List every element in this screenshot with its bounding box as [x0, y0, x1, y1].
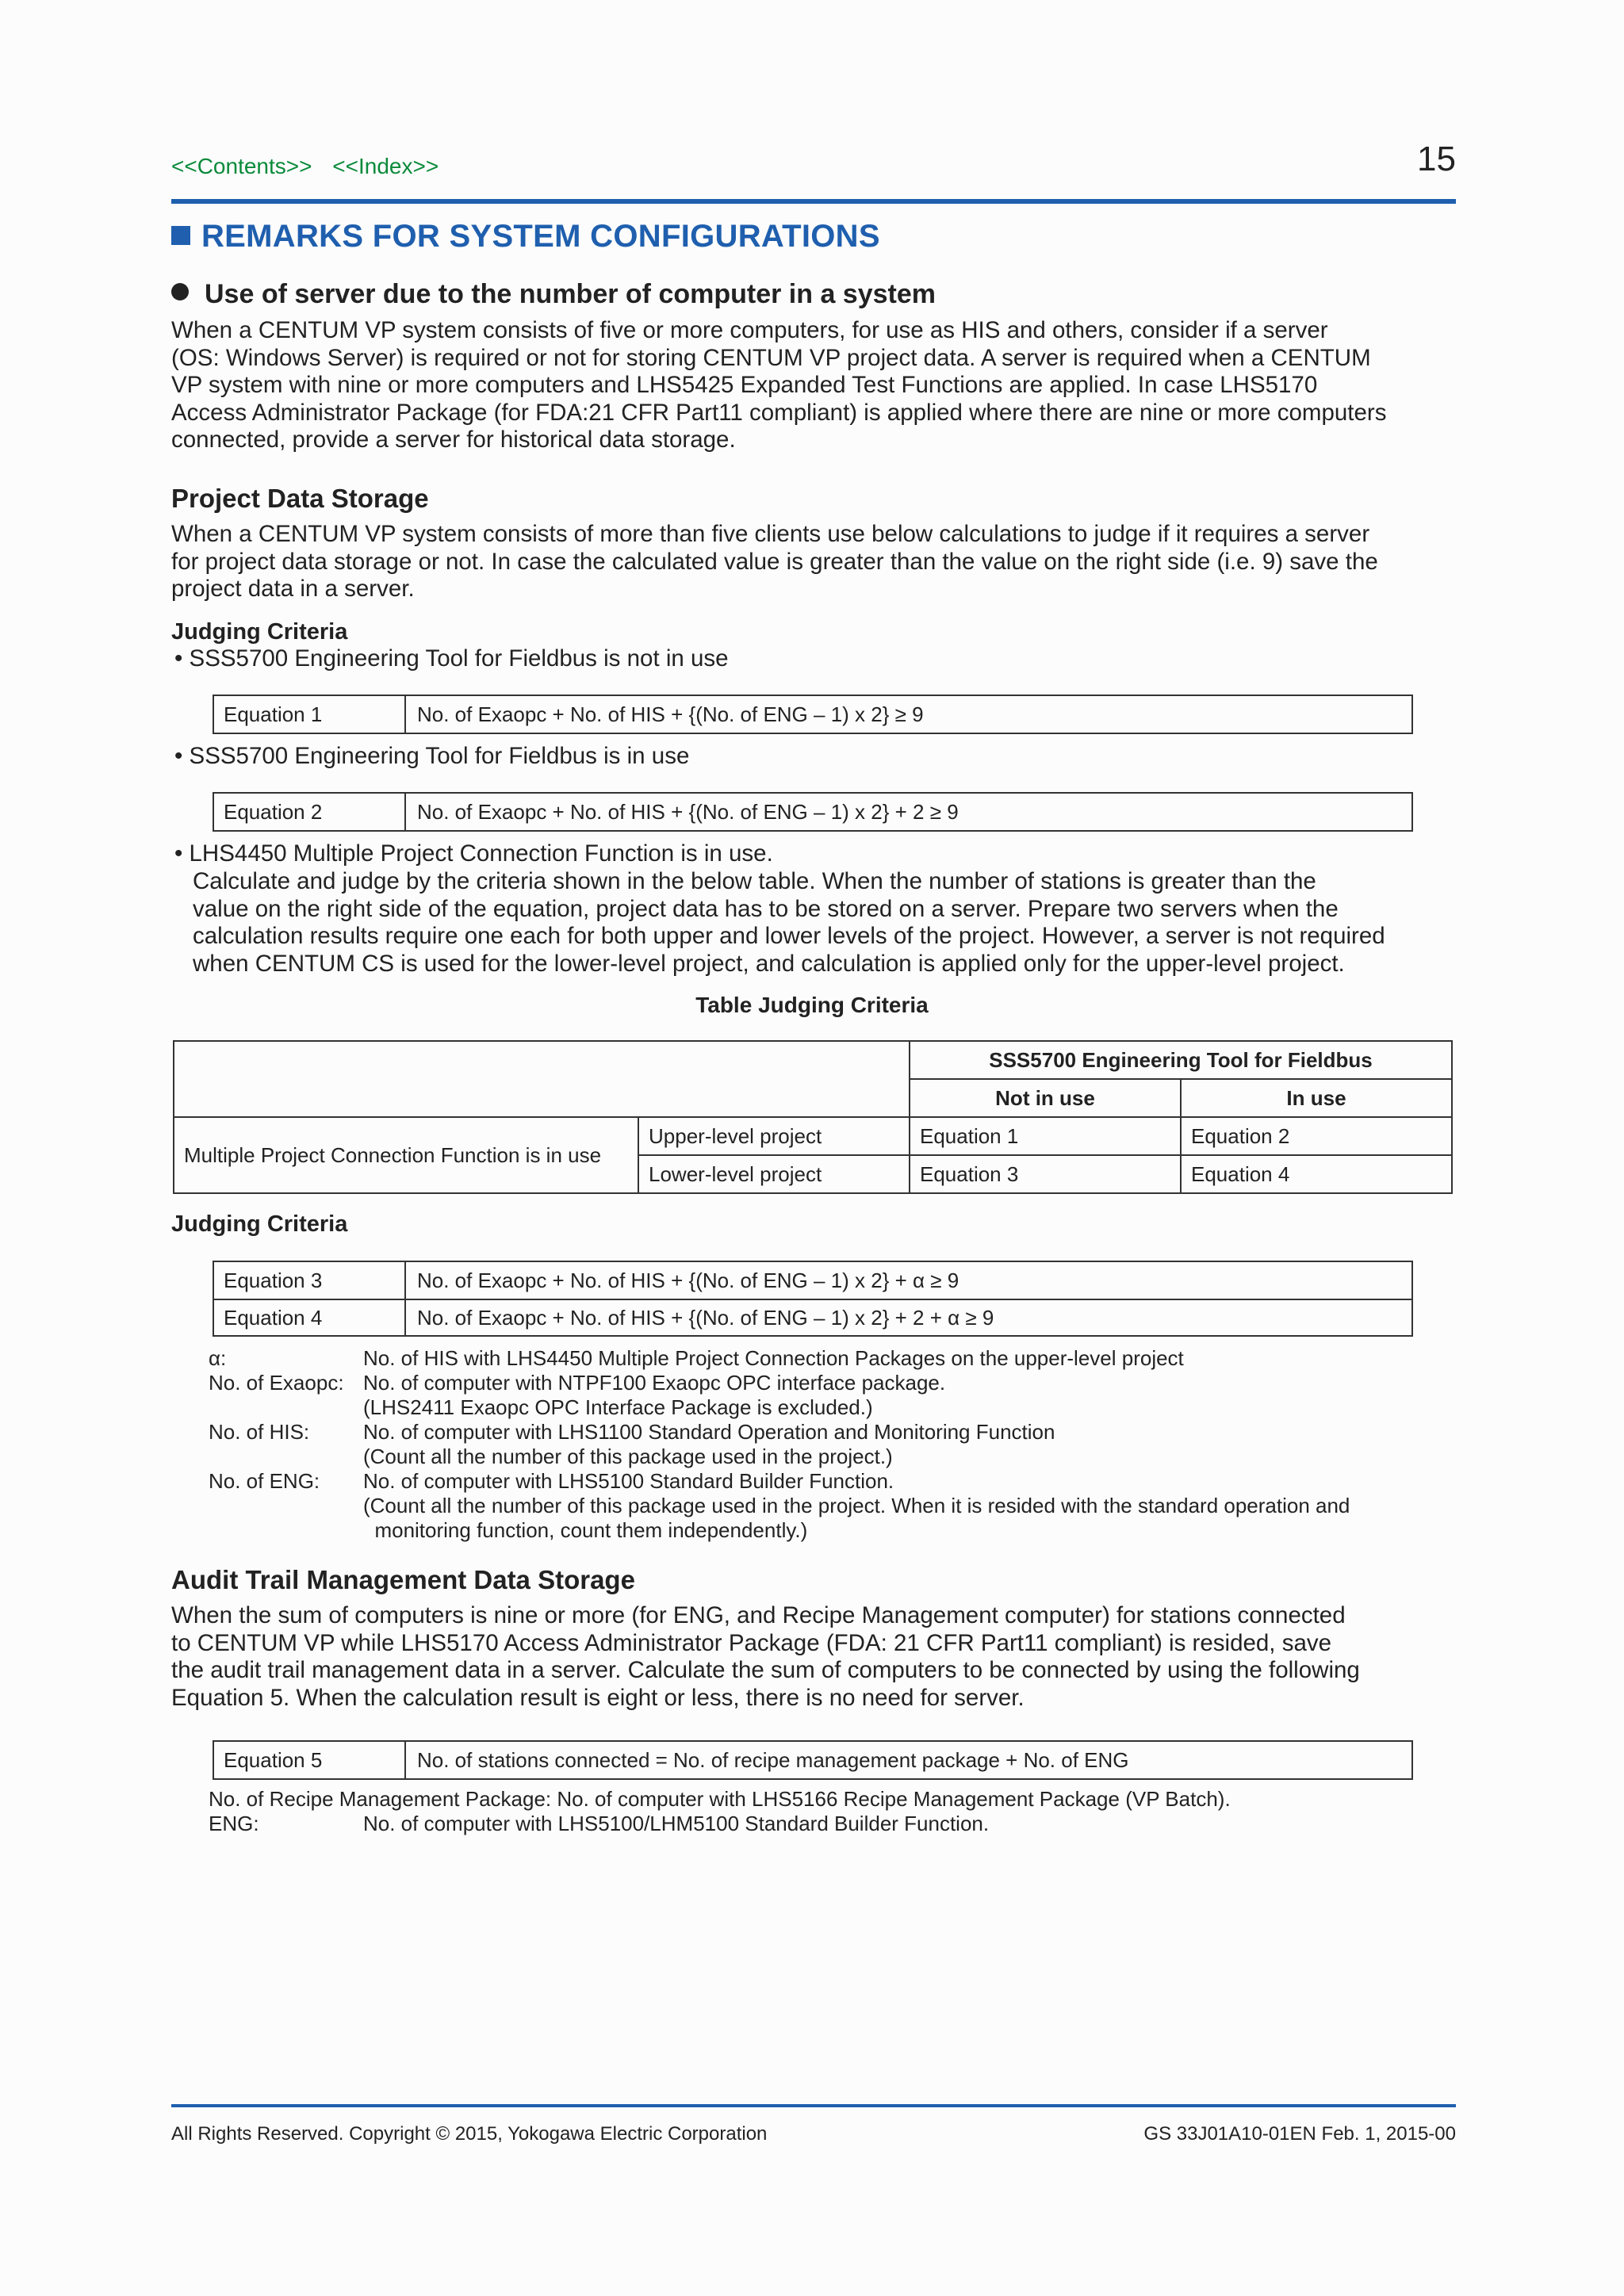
audit-notes	[209, 1787, 1231, 1836]
table-cell: Equation 2	[1181, 1117, 1452, 1155]
def-desc: No. of computer with LHS5100/LHM5100 Standard Builder Function.	[363, 1812, 990, 1835]
footer-copyright: All Rights Reserved. Copyright © 2015, Yokogawa Electric Corporation	[171, 2123, 768, 2145]
lhs4450-paragraph: Calculate and judge by the criteria shown in the below table. When the number of stations is greater than the value on the right side of the equation, project data has to be stored on a server. Prepare two servers when the calculation results require one each for both upper and lower levels of the project. However, a server is not required when CENTUM CS is used for the lower-level project, and calculation is applied only for the upper-level project.	[193, 868, 1385, 977]
table-group-header: SSS5700 Engineering Tool for Fieldbus	[910, 1041, 1452, 1079]
equation-5-box	[213, 1740, 1413, 1780]
def-term: α:	[209, 1346, 227, 1370]
equation-label: Equation 1	[214, 696, 406, 733]
def-desc: (Count all the number of this package used in the project. When it is resided with the standard operation and	[363, 1494, 1350, 1517]
header-links	[171, 154, 453, 179]
def-term: ENG:	[209, 1812, 259, 1835]
footer-divider	[171, 2104, 1456, 2107]
equation-2-box	[213, 792, 1413, 832]
def-term: No. of Exaopc:	[209, 1371, 344, 1395]
judging-criteria-table	[173, 1040, 1453, 1194]
server-heading: Use of server due to the number of computer in a system	[171, 279, 936, 310]
def-desc: monitoring function, count them independently.)	[363, 1518, 808, 1542]
equation-label: Equation 5	[214, 1742, 406, 1778]
bullet-lhs4450: • LHS4450 Multiple Project Connection Function is in use.	[174, 840, 773, 867]
footer-doc-id: GS 33J01A10-01EN Feb. 1, 2015-00	[1143, 2123, 1456, 2145]
def-term: No. of ENG:	[209, 1469, 320, 1493]
def-term	[209, 1494, 363, 1518]
table-cell-level: Lower-level project	[638, 1155, 910, 1193]
header-divider	[171, 199, 1456, 204]
table-caption: Table Judging Criteria	[695, 993, 929, 1017]
page-number: 15	[1417, 140, 1456, 178]
bullet-sss5700-not-in-use: • SSS5700 Engineering Tool for Fieldbus is not in use	[174, 645, 729, 672]
table-cell: Equation 3	[910, 1155, 1181, 1193]
equation-formula: No. of Exaopc + No. of HIS + {(No. of ENG – 1) x 2} + 2 ≥ 9	[417, 799, 959, 824]
table-row	[174, 1117, 1452, 1155]
project-storage-paragraph: When a CENTUM VP system consists of more than five clients use below calculations to judge if it requires a server for project data storage or not. In case the calculated value is greater than the value on the right side (i.e. 9) save the project data in a server.	[171, 521, 1378, 602]
equation-label: Equation 4	[214, 1300, 406, 1335]
equation-label: Equation 3	[214, 1262, 406, 1299]
def-term	[209, 1395, 363, 1420]
equation-1-box	[213, 695, 1413, 734]
table-blank-cell	[174, 1041, 910, 1117]
def-desc: No. of computer with LHS1100 Standard Operation and Monitoring Function	[363, 1420, 1055, 1444]
project-storage-heading: Project Data Storage	[171, 484, 429, 513]
equation-formula: No. of stations connected = No. of recipe management package + No. of ENG	[417, 1747, 1129, 1772]
def-term: No. of HIS:	[209, 1420, 310, 1444]
def-desc: (LHS2411 Exaopc OPC Interface Package is excluded.)	[363, 1395, 873, 1419]
def-desc: No. of computer with NTPF100 Exaopc OPC interface package.	[363, 1371, 946, 1395]
audit-trail-heading: Audit Trail Management Data Storage	[171, 1565, 635, 1594]
equation-formula: No. of Exaopc + No. of HIS + {(No. of ENG – 1) x 2} + 2 + α ≥ 9	[417, 1305, 994, 1330]
equation-3-4-box	[213, 1261, 1413, 1337]
equation-label: Equation 2	[214, 794, 406, 830]
square-bullet-icon	[171, 226, 190, 245]
round-bullet-icon	[171, 283, 189, 300]
table-col-not-in-use: Not in use	[910, 1079, 1181, 1117]
variable-definitions	[209, 1346, 1350, 1543]
table-cell-level: Upper-level project	[638, 1117, 910, 1155]
section-title: REMARKS FOR SYSTEM CONFIGURATIONS	[171, 219, 880, 254]
def-desc: (Count all the number of this package used in the project.)	[363, 1445, 893, 1468]
audit-trail-paragraph: When the sum of computers is nine or more (for ENG, and Recipe Management computer) for stations connected to CENTUM VP while LHS5170 Access Administrator Package (FDA: 21 CFR Part11 compliant) is resided, save the audit trail management data in a server. Calculate the sum of computers to be connected by using the following Equation 5. When the calculation result is eight or less, there is no need for server.	[171, 1602, 1360, 1711]
table-col-in-use: In use	[1181, 1079, 1452, 1117]
judging-criteria-heading-2: Judging Criteria	[171, 1211, 348, 1237]
def-desc: No. of HIS with LHS4450 Multiple Project Connection Packages on the upper-level project	[363, 1346, 1184, 1370]
table-cell: Equation 4	[1181, 1155, 1452, 1193]
contents-link[interactable]: <<Contents>>	[171, 154, 312, 178]
bullet-sss5700-in-use: • SSS5700 Engineering Tool for Fieldbus is in use	[174, 743, 690, 769]
index-link[interactable]: <<Index>>	[332, 154, 439, 178]
server-paragraph: When a CENTUM VP system consists of five or more computers, for use as HIS and others, consider if a server (OS: Windows Server) is required or not for storing CENTUM VP project data. A server is required when a CENTUM VP system with nine or more computers and LHS5425 Expanded Test Functions are applied. In case LHS5170 Access Administrator Package (for FDA:21 CFR Part11 compliant) is applied where there are nine or more computers connected, provide a server for historical data storage.	[171, 317, 1387, 453]
def-term	[209, 1518, 363, 1543]
def-term	[209, 1445, 363, 1469]
note-recipe: No. of Recipe Management Package: No. of computer with LHS5166 Recipe Management Package (VP Batch).	[209, 1787, 1231, 1811]
table-row-group: Multiple Project Connection Function is in use	[174, 1117, 638, 1193]
def-desc: No. of computer with LHS5100 Standard Builder Function.	[363, 1469, 894, 1493]
equation-formula: No. of Exaopc + No. of HIS + {(No. of ENG – 1) x 2} + α ≥ 9	[417, 1268, 959, 1292]
table-cell: Equation 1	[910, 1117, 1181, 1155]
equation-formula: No. of Exaopc + No. of HIS + {(No. of ENG – 1) x 2} ≥ 9	[417, 702, 924, 726]
judging-criteria-heading: Judging Criteria	[171, 619, 348, 645]
